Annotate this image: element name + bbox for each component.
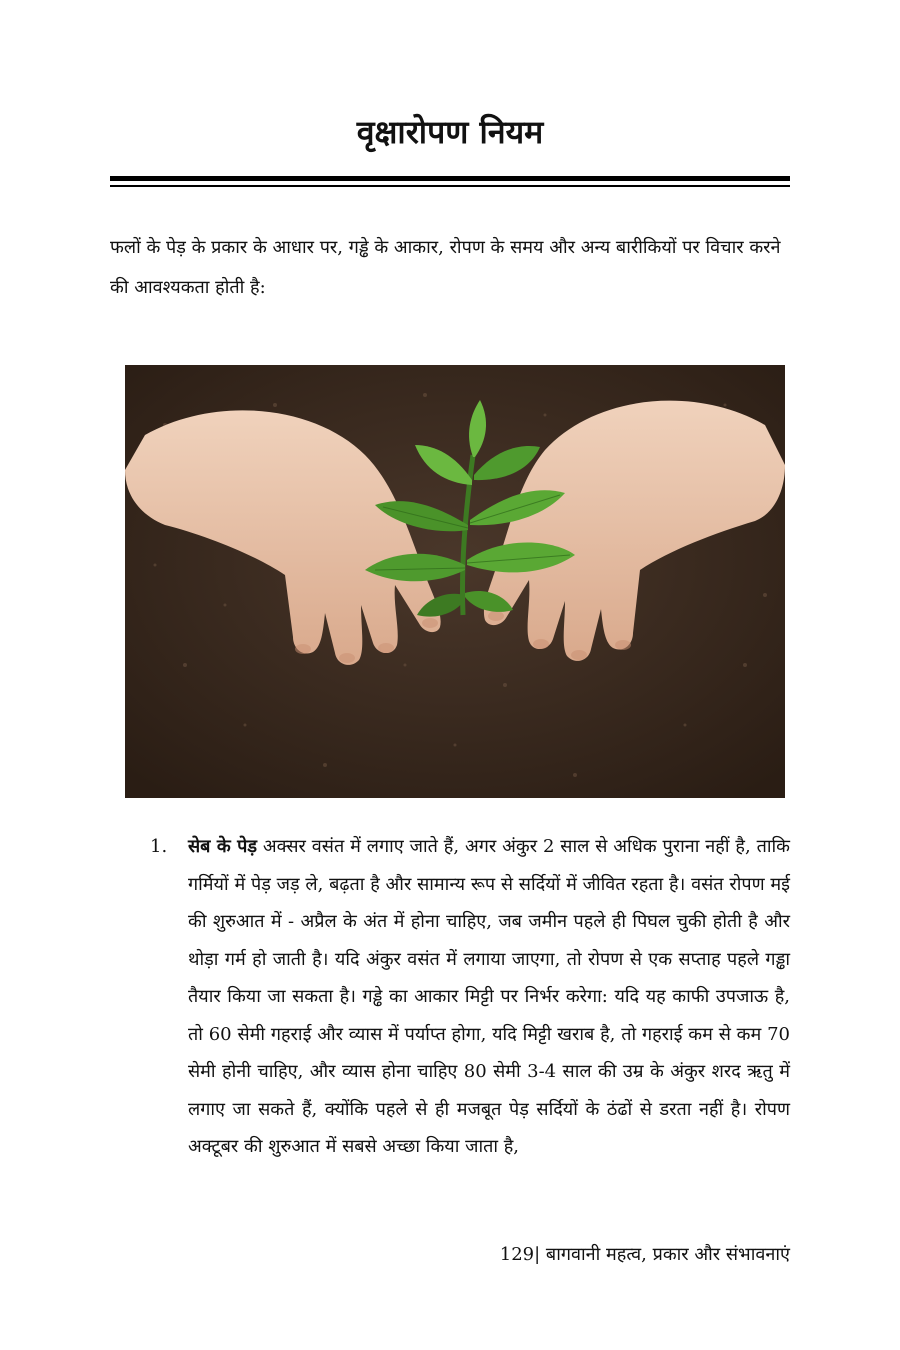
page-footer: 129| बागवानी महत्व, प्रकार और संभावनाएं [499,1244,790,1265]
page-title: वृक्षारोपण नियम [356,113,544,151]
title-divider-thick [110,176,790,181]
list-item-lead: सेब के पेड़ [188,836,258,857]
planting-rules-list [150,828,790,1166]
title-divider-thin [110,185,790,187]
seedling-photo [125,365,785,798]
seedling-in-hands-icon [125,365,785,798]
list-item-number: 1. [150,836,168,857]
intro-paragraph: फलों के पेड़ के प्रकार के आधार पर, गड्ढे के आकार, रोपण के समय और अन्य बारीकियों पर विचार करने की आवश्यकता होती है: [110,237,781,298]
list-item-text: अक्सर वसंत में लगाए जाते हैं, अगर अंकुर 2 साल से अधिक पुराना नहीं है, ताकि गर्मियों में पेड़ जड़ ले, बढ़ता है और सामान्य रूप से सर्दियों में जीवित रहता है। वसंत रोपण मई की शुरुआत में - अप्रैल के अंत में होना चाहिए, जब जमीन पहले ही पिघल चुकी होती है और थोड़ा गर्म हो जाती है। यदि अंकुर वसंत में लगाया जाएगा, तो रोपण से एक सप्ताह पहले गड्ढा तैयार किया जा सकता है। गड्ढे का आकार मिट्टी पर निर्भर करेगा: यदि यह काफी उपजाऊ है, तो 60 सेमी गहराई और व्यास में पर्याप्त होगा, यदि मिट्टी खराब है, तो गहराई कम से कम 70 सेमी होनी चाहिए, और व्यास होना चाहिए 80 सेमी 3-4 साल की उम्र के अंकुर शरद ऋतु में लगाए जा सकते हैं, क्योंकि पहले से ही मजबूत पेड़ सर्दियों के ठंढों से डरता नहीं है। रोपण अक्टूबर की शुरुआत में सबसे अच्छा किया जाता है, [188,836,790,1157]
list-item [150,828,790,1166]
